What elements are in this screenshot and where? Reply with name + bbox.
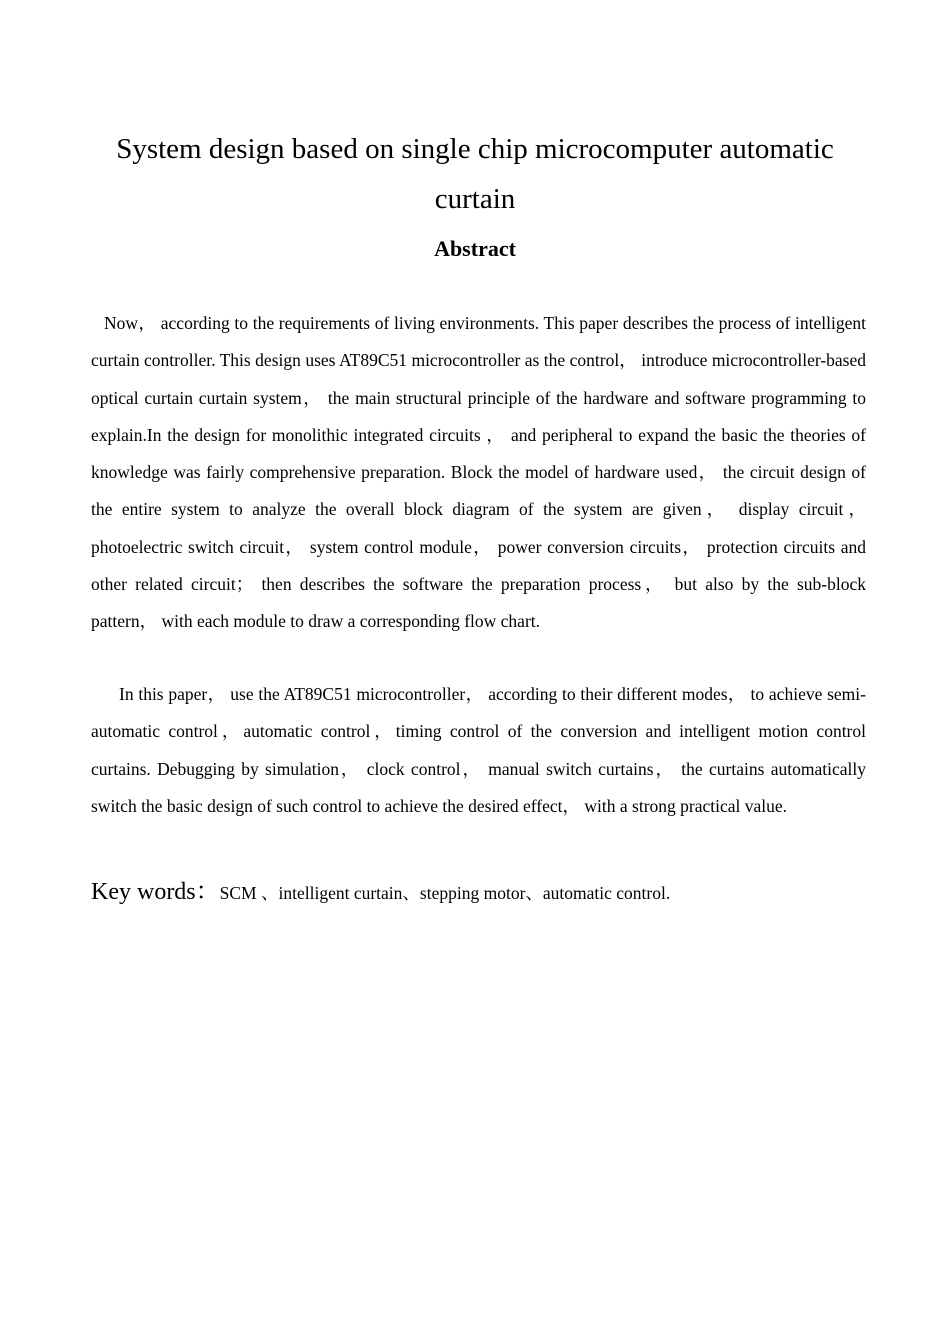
abstract-paragraph-2: In this paper， use the AT89C51 microcontroller， according to their different modes， to achieve semi-automatic control，automatic control，timing control of the conversion and intelligent motion control curtains. Debugging by simulation， clock control， manual switch curtains， the curtains automatically switch the basic design of such control to achieve the desired effect， with a strong practical value. [91, 684, 866, 816]
keywords-line [91, 872, 866, 913]
abstract-heading: Abstract [434, 236, 516, 261]
keywords-text: SCM 、intelligent curtain、stepping motor、automatic control. [219, 883, 671, 903]
keywords-label: Key words： [91, 879, 220, 905]
abstract-paragraph-1: Now， according to the requirements of living environments. This paper describes the process of intelligent curtain controller. This design uses AT89C51 microcontroller as the control， introduce microcontroller-based optical curtain curtain system， the main structural principle of the hardware and software programming to explain.In the design for monolithic integrated circuits ， and peripheral to expand the basic the theories of knowledge was fairly comprehensive preparation. Block the model of hardware used， the circuit design of the entire system to analyze the overall block diagram of the system are given， display circuit， photoelectric switch circuit， system control module， power conversion circuits， protection circuits and other related circuit； then describes the software the preparation process， but also by the sub-block pattern， with each module to draw a corresponding flow chart. [91, 313, 866, 632]
document-title: System design based on single chip microcomputer automatic curtain [116, 133, 834, 215]
